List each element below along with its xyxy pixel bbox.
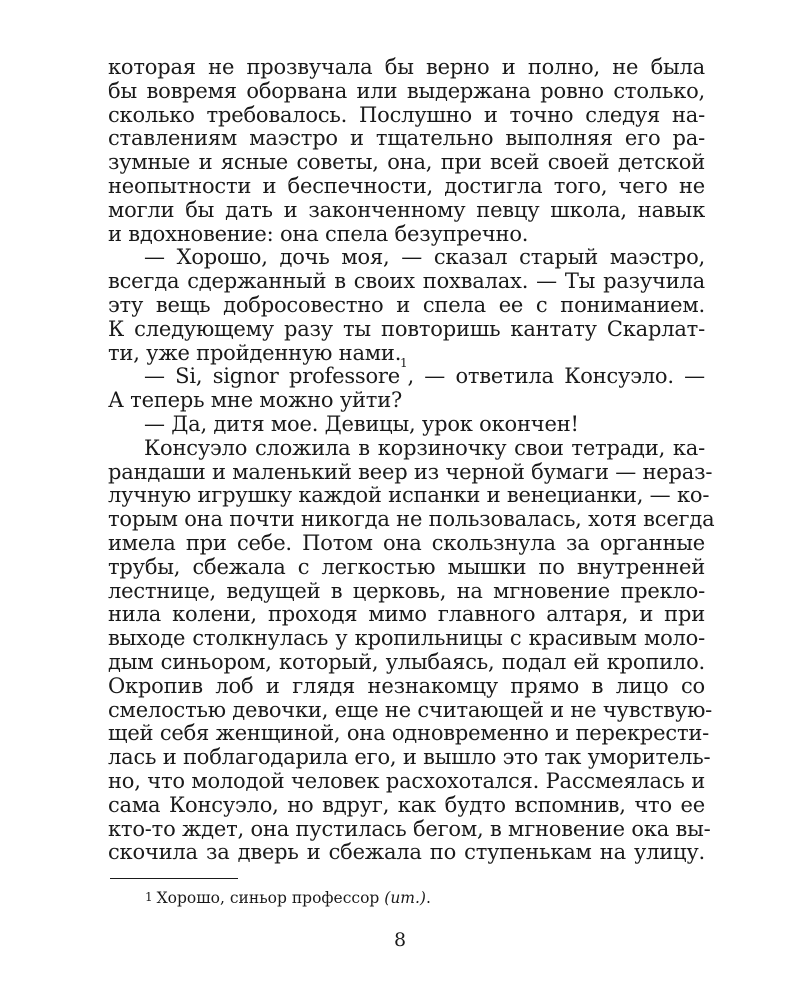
text-line: дым синьором, который, улыбаясь, подал ей кропило. xyxy=(108,649,705,674)
text-line: неопытности и беспечности, достигла того, чего не xyxy=(108,173,705,198)
text-line: — Да, дитя мое. Девицы, урок окончен! xyxy=(144,411,579,436)
text-line: имела при себе. Потом она скользнула за органные xyxy=(108,530,705,555)
text-line: эту вещь добросовестно и спела ее с пониманием. xyxy=(108,292,705,317)
text-line: которая не прозвучала бы верно и полно, не была xyxy=(108,55,705,79)
text-fragment: , — ответила Консуэло. — xyxy=(407,364,705,389)
text-line: — Хорошо, дочь моя, — сказал старый маэстро, xyxy=(144,245,705,270)
text-line: щей себя женщиной, она одновременно и перекрести- xyxy=(108,721,710,746)
text-line: могли бы дать и законченному певцу школа, навык xyxy=(108,197,705,222)
text-fragment: — Si, signor professore xyxy=(144,364,400,389)
footnote-end: . xyxy=(425,889,431,907)
text-line: кто-то ждет, она пустилась бегом, в мгновение ока вы- xyxy=(108,816,711,841)
text-line: зумные и ясные советы, она, при всей своей детской xyxy=(108,150,705,175)
text-line: ти, уже пройденную нами. xyxy=(108,340,402,365)
text-line: Консуэло сложила в корзиночку свои тетради, ка- xyxy=(144,435,705,460)
text-line: выходе столкнулась у кропильницы с красивым моло- xyxy=(108,626,705,651)
text-line: рандаши и маленький веер из черной бумаги — нераз- xyxy=(108,459,713,484)
footnote-number: 1 xyxy=(145,890,153,904)
text-line: лестнице, ведущей в церковь, на мгновение прекло- xyxy=(108,578,705,603)
text-line: А теперь мне можно уйти? xyxy=(108,388,403,413)
footnote-reference: 1 xyxy=(400,356,408,371)
text-line: нила колени, проходя мимо главного алтаря, и при xyxy=(108,602,705,627)
text-line: смелостью девочки, еще не считающей и не чувствую- xyxy=(108,697,713,722)
text-line: бы вовремя оборвана или выдержана ровно столько, xyxy=(108,78,705,103)
footnote-text: Хорошо, синьор профессор xyxy=(156,889,385,907)
text-line: но, что молодой человек расхохотался. Рассмеялась и xyxy=(108,768,705,793)
text-line xyxy=(108,356,705,389)
text-line: и вдохновение: она спела безупречно. xyxy=(108,221,529,246)
text-line: лась и поблагодарила его, и вышло это так уморитель- xyxy=(108,745,711,770)
footnote xyxy=(145,889,431,907)
page-number: 8 xyxy=(393,929,407,951)
text-line: торым она почти никогда не пользовалась, хотя всегда xyxy=(108,507,715,532)
footnote-language-note: (ит.) xyxy=(384,889,426,907)
text-line: лучную игрушку каждой испанки и венецианки, — ко- xyxy=(108,483,710,508)
text-line: скочила за дверь и сбежала по ступенькам на улицу. xyxy=(108,840,705,865)
text-line: ставлениям маэстро и тщательно выполняя его ра- xyxy=(108,126,705,151)
body-text xyxy=(108,55,715,865)
footnote-divider xyxy=(110,878,238,879)
text-line: сама Консуэло, но вдруг, как будто вспомнив, что ее xyxy=(108,792,705,817)
text-line: К следующему разу ты повторишь кантату Скарлат- xyxy=(108,316,705,341)
text-line: трубы, сбежала с легкостью мышки по внутренней xyxy=(108,554,705,579)
text-line: Окропив лоб и глядя незнакомцу прямо в лицо со xyxy=(108,673,705,698)
text-line: всегда сдержанный в своих похвалах. — Ты разучила xyxy=(108,269,705,294)
text-line: сколько требовалось. Послушно и точно следуя на- xyxy=(108,102,705,127)
